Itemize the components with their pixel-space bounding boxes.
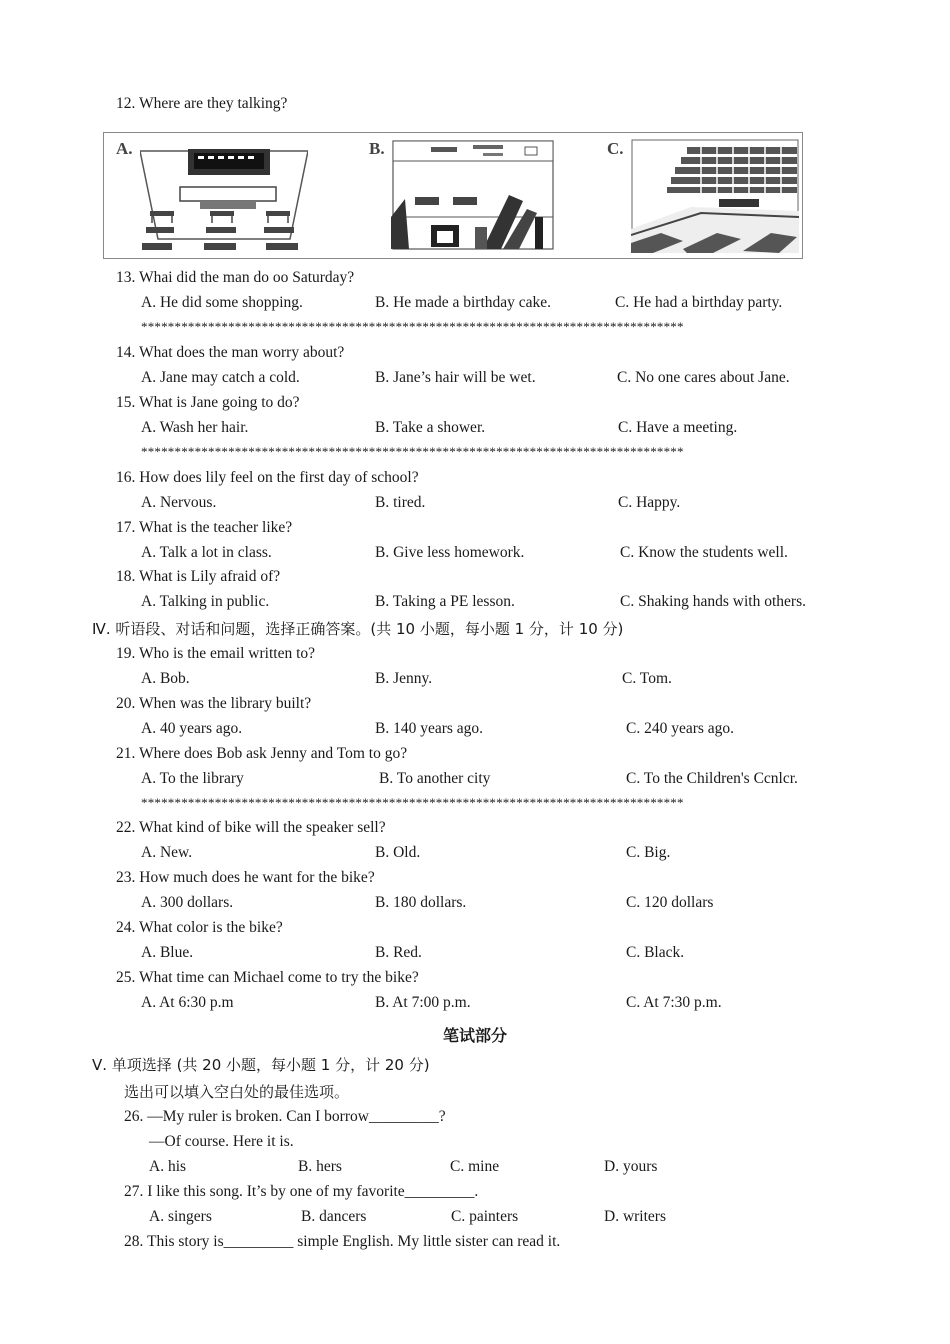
question-19: 19. Who is the email written to? [116, 645, 316, 662]
question-13-option-c: C. He had a birthday party. [615, 294, 783, 311]
classroom-picture [140, 139, 308, 253]
separator-stars: ********************************************************************************* [141, 795, 684, 810]
question-21: 21. Where does Bob ask Jenny and Tom to go? [116, 745, 408, 762]
question-27: 27. I like this song. It’s by one of my favorite_________. [124, 1183, 479, 1200]
question-24-option-b: B. Red. [375, 944, 422, 961]
question-25-option-a: A. At 6:30 p.m [141, 994, 234, 1011]
question-27-option-b: B. dancers [301, 1208, 367, 1225]
question-23: 23. How much does he want for the bike? [116, 869, 375, 886]
question-26-option-b: B. hers [298, 1158, 342, 1175]
question-19-option-c: C. Tom. [622, 670, 672, 687]
office-picture [391, 139, 555, 253]
question-20-option-c: C. 240 years ago. [626, 720, 735, 737]
question-16-option-a: A. Nervous. [141, 494, 217, 511]
question-22-option-c: C. Big. [626, 844, 671, 861]
question-23-option-a: A. 300 dollars. [141, 894, 234, 911]
question-26-option-d: D. yours [604, 1158, 658, 1175]
question-12: 12. Where are they talking? [116, 95, 288, 112]
question-16-option-c: C. Happy. [618, 494, 681, 511]
question-27-option-a: A. singers [149, 1208, 212, 1225]
question-13: 13. Whai did the man do oo Saturday? [116, 269, 355, 286]
option-c-label: C. [607, 139, 624, 158]
question-15-option-a: A. Wash her hair. [141, 419, 249, 436]
question-14-option-b: B. Jane’s hair will be wet. [375, 369, 536, 386]
question-24-option-c: C. Black. [626, 944, 685, 961]
question-13-option-b: B. He made a birthday cake. [375, 294, 552, 311]
question-28: 28. This story is_________ simple English. My little sister can read it. [124, 1233, 561, 1250]
question-21-option-c: C. To the Children's Ccnlcr. [626, 770, 798, 787]
separator-stars: ********************************************************************************* [141, 319, 684, 334]
question-26-option-c: C. mine [450, 1158, 500, 1175]
section-4-heading: Ⅳ. 听语段、对话和问题，选择正确答案。(共 10 小题，每小题 1 分，计 10 分) [92, 620, 624, 638]
question-12-pictures [103, 132, 803, 259]
question-24-option-a: A. Blue. [141, 944, 194, 961]
question-16-option-b: B. tired. [375, 494, 426, 511]
question-27-option-d: D. writers [604, 1208, 666, 1225]
question-21-option-a: A. To the library [141, 770, 244, 787]
question-27-option-c: C. painters [451, 1208, 519, 1225]
separator-stars: ********************************************************************************* [141, 444, 684, 459]
option-b-label: B. [369, 139, 385, 158]
stadium-picture [631, 139, 799, 253]
question-24: 24. What color is the bike? [116, 919, 283, 936]
question-25: 25. What time can Michael come to try the bike? [116, 969, 419, 986]
question-13-option-a: A. He did some shopping. [141, 294, 303, 311]
question-20-option-b: B. 140 years ago. [375, 720, 484, 737]
written-part-title: 笔试部分 [442, 1026, 507, 1045]
question-17: 17. What is the teacher like? [116, 519, 293, 536]
question-14-option-a: A. Jane may catch a cold. [141, 369, 300, 386]
question-17-option-c: C. Know the students well. [620, 544, 788, 561]
question-18-option-b: B. Taking a PE lesson. [375, 593, 515, 610]
question-22-option-b: B. Old. [375, 844, 421, 861]
question-25-option-c: C. At 7:30 p.m. [626, 994, 722, 1011]
question-22: 22. What kind of bike will the speaker sell? [116, 819, 386, 836]
question-25-option-b: B. At 7:00 p.m. [375, 994, 471, 1011]
question-18: 18. What is Lily afraid of? [116, 568, 281, 585]
question-21-option-b: B. To another city [379, 770, 491, 787]
question-18-option-a: A. Talking in public. [141, 593, 270, 610]
question-15-option-b: B. Take a shower. [375, 419, 486, 436]
question-20-option-a: A. 40 years ago. [141, 720, 243, 737]
question-14: 14. What does the man worry about? [116, 344, 345, 361]
section-5-instructions: 选出可以填入空白处的最佳选项。 [124, 1083, 350, 1101]
question-17-option-a: A. Talk a lot in class. [141, 544, 272, 561]
question-23-option-b: B. 180 dollars. [375, 894, 467, 911]
question-19-option-a: A. Bob. [141, 670, 190, 687]
question-17-option-b: B. Give less homework. [375, 544, 525, 561]
question-15: 15. What is Jane going to do? [116, 394, 300, 411]
question-26-reply: —Of course. Here it is. [149, 1133, 294, 1150]
question-26: 26. —My ruler is broken. Can I borrow_________? [124, 1108, 446, 1125]
question-23-option-c: C. 120 dollars [626, 894, 714, 911]
question-18-option-c: C. Shaking hands with others. [620, 593, 806, 610]
question-19-option-b: B. Jenny. [375, 670, 433, 687]
question-14-option-c: C. No one cares about Jane. [617, 369, 790, 386]
section-5-heading: Ⅴ. 单项选择 (共 20 小题，每小题 1 分，计 20 分) [92, 1056, 430, 1074]
question-20: 20. When was the library built? [116, 695, 312, 712]
question-26-option-a: A. his [149, 1158, 187, 1175]
question-22-option-a: A. New. [141, 844, 193, 861]
question-16: 16. How does lily feel on the first day of school? [116, 469, 419, 486]
question-15-option-c: C. Have a meeting. [618, 419, 738, 436]
option-a-label: A. [116, 139, 133, 158]
